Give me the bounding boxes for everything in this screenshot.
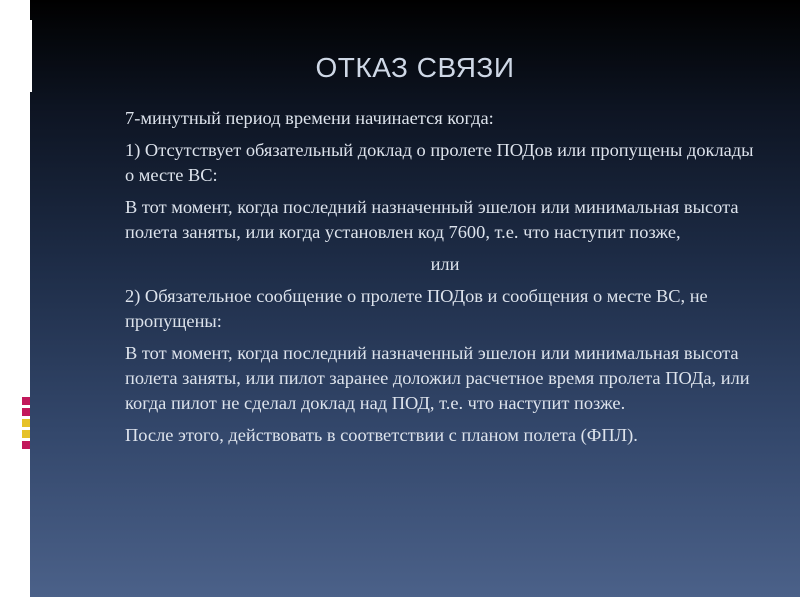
deco-square [22,441,30,449]
slide-title: ОТКАЗ СВЯЗИ [315,52,515,83]
paragraph-case-2: 2) Обязательное сообщение о пролете ПОДов и сообщения о месте ВС, не пропущены: [125,286,708,331]
paragraph-intro: 7-минутный период времени начинается когда: [125,108,494,128]
slide-body [125,106,765,455]
deco-square [22,419,30,427]
paragraph-case-1-detail: В тот момент, когда последний назначенный эшелон или минимальная высота полета заняты, или когда установлен код 7600, т.е. что наступит позже, [125,197,739,242]
paragraph-or: или [430,254,460,274]
paragraph-case-2-detail: В тот момент, когда последний назначенный эшелон или минимальная высота полета заняты, или пилот заранее доложил расчетное время пролета ПОДа, или когда пилот не сделал доклад над ПОД, т.е. что наступит позже. [125,343,750,413]
paragraph-conclusion: После этого, действовать в соответствии с планом полета (ФПЛ). [125,425,638,445]
decorative-color-squares [22,397,30,452]
deco-square [22,430,30,438]
deco-square [22,397,30,405]
paragraph-case-1: 1) Отсутствует обязательный доклад о пролете ПОДов или пропущены доклады о месте ВС: [125,140,754,185]
deco-square [22,408,30,416]
